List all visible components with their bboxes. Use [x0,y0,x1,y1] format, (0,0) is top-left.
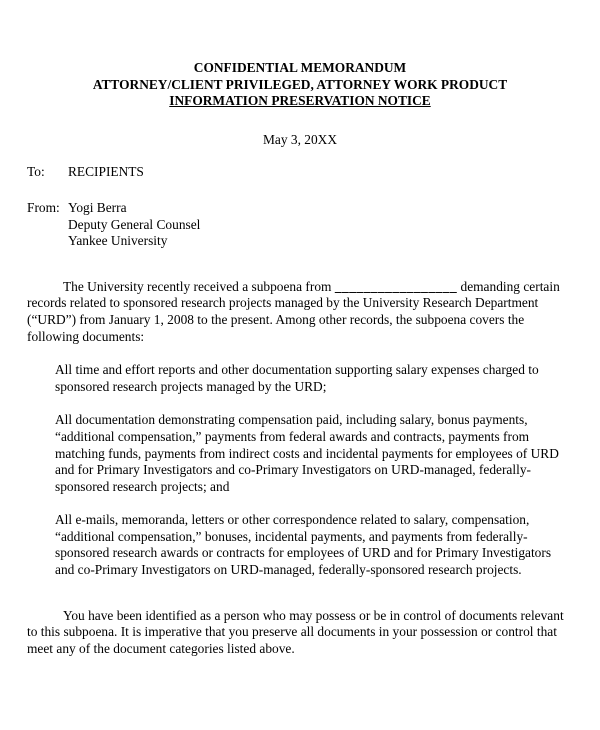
intro-text-after-blank: demanding certain records related to sponsored research projects managed by the University Research Department (“URD”) from January 1, 2008 to the present. Among other records, the subpoena covers the following documents: [27,278,560,344]
memo-header [27,60,573,110]
from-row [27,200,573,250]
document-category-item-1: All time and effort reports and other documentation supporting salary expenses charged to sponsored research projects managed by the URD; [55,362,539,394]
from-label: From: [27,199,60,215]
closing-paragraph: You have been identified as a person who may possess or be in control of documents relevant to this subpoena. It is imperative that you preserve all documents in your possession or control that meet any of the document categories listed above. [27,607,564,656]
memo-date: May 3, 20XX [262,131,337,147]
from-name: Yogi Berra [68,199,127,215]
header-line-confidential: CONFIDENTIAL MEMORANDUM [193,60,407,75]
to-row [27,164,573,181]
header-line-preservation-notice: INFORMATION PRESERVATION NOTICE [169,93,431,109]
intro-paragraph [27,279,573,345]
fill-in-blank-line: _________________ [334,278,458,294]
intro-text-before-blank: The University recently received a subpoena from [63,278,332,294]
memo-body [27,279,573,658]
document-category-item-3: All e-mails, memoranda, letters or other correspondence related to salary, compensation, “additional compensation,” bonuses, incidental payments, and payments from federally-sponsored research awards or contracts for employees of URD and for Primary Investigators and co-Primary Investigators on URD-managed, federally-sponsored research projects. [55,512,552,578]
from-organization: Yankee University [68,233,168,249]
document-category-item-2: All documentation demonstrating compensation paid, including salary, bonus payments, “additional compensation,” payments from federal awards and contracts, payments from matching funds, payments from indirect costs and incidental payments for employees of URD and for Primary Investigators and co-Primary Investigators on URD-managed, federally-sponsored research projects; and [55,412,559,494]
memo-addressing-block [27,164,573,249]
header-line-privileged: ATTORNEY/CLIENT PRIVILEGED, ATTORNEY WORK PRODUCT [92,76,508,92]
from-title: Deputy General Counsel [68,216,201,232]
to-label: To: [27,164,45,180]
from-block [68,200,573,250]
to-value: RECIPIENTS [68,164,144,180]
